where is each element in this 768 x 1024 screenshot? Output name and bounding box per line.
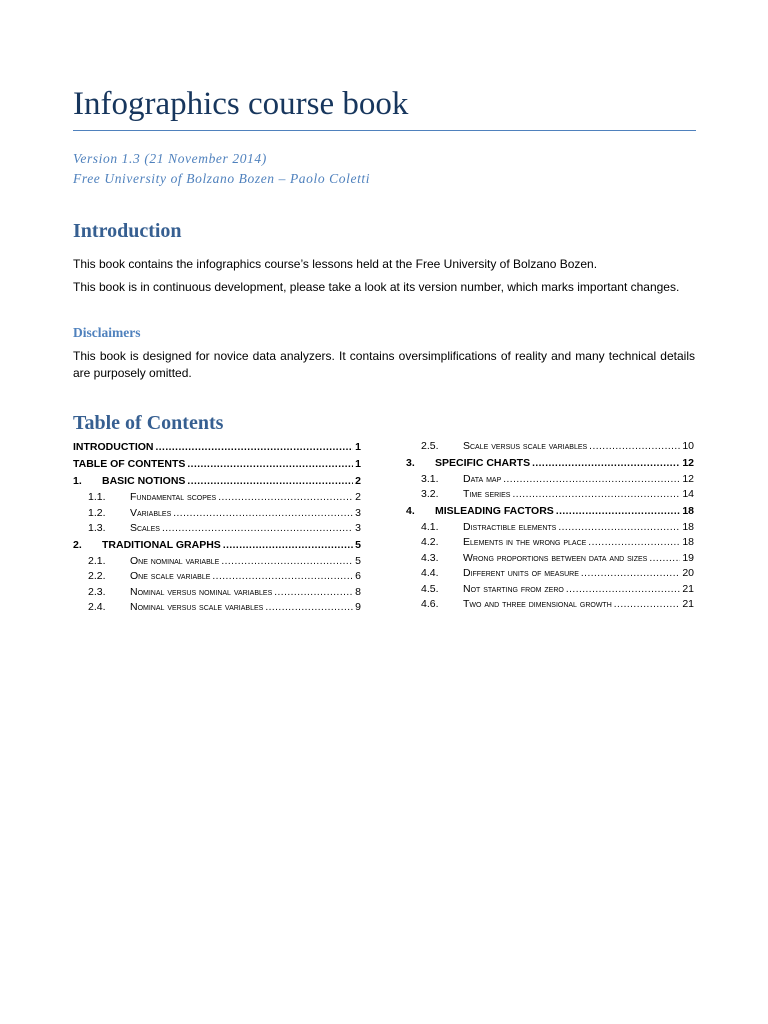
- toc-entry-page: 14: [682, 488, 694, 500]
- toc-entry-label: Wrong proportions between data and sizes: [463, 551, 648, 564]
- toc-entry-page: 21: [682, 598, 694, 610]
- toc-entry-number: 2.4.: [88, 601, 106, 613]
- toc-entry[interactable]: [73, 537, 361, 554]
- toc-entry-label: Different units of measure: [463, 567, 579, 579]
- toc-entry-number: 3.2.: [421, 488, 439, 500]
- toc-entry-page: 1: [355, 441, 361, 453]
- toc-entry-number: 1.3.: [88, 522, 106, 534]
- toc-dot-leader: [162, 521, 353, 537]
- toc-entry-label: Data map: [463, 472, 502, 485]
- toc-entry[interactable]: [406, 597, 694, 613]
- toc-entry-page: 12: [682, 456, 694, 469]
- toc-dot-leader: [187, 456, 353, 473]
- toc-entry-number: 1.1.: [88, 491, 106, 503]
- toc-dot-leader: [589, 439, 680, 455]
- toc-entry-number: 1.2.: [88, 506, 106, 519]
- toc-entry-number: 3.1.: [421, 472, 439, 485]
- toc-entry-label: Time series: [463, 488, 511, 500]
- toc-entry[interactable]: [406, 535, 694, 551]
- toc-column-right: [406, 439, 694, 613]
- version-subtitle: Version 1.3 (21 November 2014): [73, 151, 267, 166]
- toc-entry-label: Elements in the wrong place: [463, 536, 587, 548]
- toc-entry[interactable]: [73, 521, 361, 537]
- toc-entry-page: 3: [355, 522, 361, 534]
- toc-entry-page: 18: [682, 520, 694, 533]
- toc-dot-leader: [588, 535, 680, 551]
- author-subtitle: Free University of Bolzano Bozen – Paolo Coletti: [73, 171, 371, 186]
- toc-entry-page: 6: [355, 570, 361, 582]
- toc-entry-page: 8: [355, 585, 361, 598]
- toc-entry-label: Nominal versus scale variables: [130, 601, 264, 613]
- toc-column-left: [73, 439, 361, 616]
- toc-entry-label: Scale versus scale variables: [463, 440, 588, 452]
- toc-entry-page: 12: [682, 472, 694, 485]
- disclaimers-paragraph: This book is designed for novice data analyzers. It contains oversimplifications of reality and many technical details are purposely omitted.: [73, 349, 695, 380]
- toc-entry[interactable]: [406, 439, 694, 455]
- toc-dot-leader: [265, 600, 353, 616]
- toc-entry[interactable]: [73, 554, 361, 570]
- toc-entry-number: 2.3.: [88, 585, 106, 598]
- toc-entry-label: Distractible elements: [463, 520, 557, 533]
- toc-entry-number: 4.2.: [421, 536, 439, 548]
- toc-entry-page: 20: [682, 567, 694, 579]
- toc-dot-leader: [566, 582, 680, 598]
- toc-entry[interactable]: [73, 456, 361, 473]
- toc-entry-label: TRADITIONAL GRAPHS: [102, 538, 221, 551]
- toc-dot-leader: [173, 506, 353, 522]
- toc-entry[interactable]: [73, 600, 361, 616]
- toc-entry-page: 5: [355, 554, 361, 567]
- toc-entry-page: 18: [682, 504, 694, 517]
- introduction-heading: Introduction: [73, 220, 182, 242]
- toc-entry-number: 4.5.: [421, 582, 439, 595]
- toc-entry[interactable]: [406, 551, 694, 567]
- toc-entry[interactable]: [406, 487, 694, 503]
- toc-entry-page: 3: [355, 506, 361, 519]
- toc-entry-page: 2: [355, 475, 361, 487]
- intro-paragraph-1: This book contains the infographics course’s lessons held at the Free University of Bolzano Bozen.: [73, 257, 598, 271]
- toc-entry-page: 2: [355, 491, 361, 503]
- toc-entry-label: TABLE OF CONTENTS: [73, 458, 186, 470]
- title-underline: [73, 130, 696, 131]
- toc-entry-page: 19: [682, 551, 694, 564]
- toc-dot-leader: [187, 473, 353, 490]
- toc-entry-page: 10: [682, 440, 694, 452]
- toc-entry-number: 2.2.: [88, 570, 106, 582]
- toc-entry-label: SPECIFIC CHARTS: [435, 456, 531, 469]
- toc-entry-number: 3.: [406, 456, 415, 469]
- toc-dot-leader: [649, 551, 680, 567]
- toc-entry-label: Nominal versus nominal variables: [130, 585, 273, 598]
- toc-entry-label: Variables: [130, 506, 172, 519]
- toc-dot-leader: [556, 503, 681, 520]
- toc-entry-page: 1: [355, 458, 361, 470]
- toc-entry-number: 1.: [73, 475, 82, 487]
- toc-entry[interactable]: [73, 585, 361, 601]
- toc-entry-number: 4.1.: [421, 520, 439, 533]
- toc-entry[interactable]: [406, 566, 694, 582]
- toc-dot-leader: [223, 537, 353, 554]
- toc-dot-leader: [581, 566, 680, 582]
- toc-dot-leader: [218, 490, 353, 506]
- toc-entry-page: 18: [682, 536, 694, 548]
- toc-dot-leader: [512, 487, 680, 503]
- document-title: Infographics course book: [73, 86, 409, 122]
- toc-entry-label: One nominal variable: [130, 554, 220, 567]
- toc-entry-label: One scale variable: [130, 570, 211, 582]
- toc-entry[interactable]: [406, 520, 694, 536]
- toc-entry-label: Two and three dimensional growth: [463, 598, 612, 610]
- toc-dot-leader: [221, 554, 353, 570]
- toc-entry-label: BASIC NOTIONS: [102, 475, 186, 487]
- toc-entry[interactable]: [73, 490, 361, 506]
- toc-entry-number: 2.1.: [88, 554, 106, 567]
- toc-entry-number: 4.6.: [421, 598, 439, 610]
- toc-entry[interactable]: [73, 506, 361, 522]
- toc-dot-leader: [503, 472, 680, 488]
- disclaimers-heading: Disclaimers: [73, 325, 141, 340]
- toc-entry-label: Fundamental scopes: [130, 491, 217, 503]
- toc-dot-leader: [212, 569, 353, 585]
- toc-entry-label: MISLEADING FACTORS: [435, 504, 554, 517]
- intro-paragraph-2: This book is in continuous development, please take a look at its version number, which marks important changes.: [73, 280, 680, 294]
- toc-heading: Table of Contents: [73, 412, 224, 434]
- toc-dot-leader: [274, 585, 353, 601]
- toc-dot-leader: [532, 455, 680, 472]
- toc-dot-leader: [156, 439, 354, 456]
- toc-entry[interactable]: [73, 473, 361, 490]
- toc-dot-leader: [558, 520, 680, 536]
- toc-entry[interactable]: [73, 569, 361, 585]
- toc-entry-number: 2.: [73, 538, 82, 551]
- toc-entry[interactable]: [406, 472, 694, 488]
- toc-entry-page: 9: [355, 601, 361, 613]
- toc-entry[interactable]: [406, 455, 694, 472]
- toc-entry-number: 2.5.: [421, 440, 439, 452]
- toc-entry-label: Not starting from zero: [463, 582, 564, 595]
- toc-entry-number: 4.: [406, 504, 415, 517]
- toc-entry-label: INTRODUCTION: [73, 441, 154, 453]
- toc-entry[interactable]: [406, 582, 694, 598]
- toc-dot-leader: [614, 597, 681, 613]
- toc-entry-number: 4.4.: [421, 567, 439, 579]
- toc-entry-page: 21: [682, 582, 694, 595]
- toc-entry[interactable]: [73, 439, 361, 456]
- toc-entry-number: 4.3.: [421, 551, 439, 564]
- toc-entry-page: 5: [355, 538, 361, 551]
- toc-entry[interactable]: [406, 503, 694, 520]
- toc-entry-label: Scales: [130, 522, 160, 534]
